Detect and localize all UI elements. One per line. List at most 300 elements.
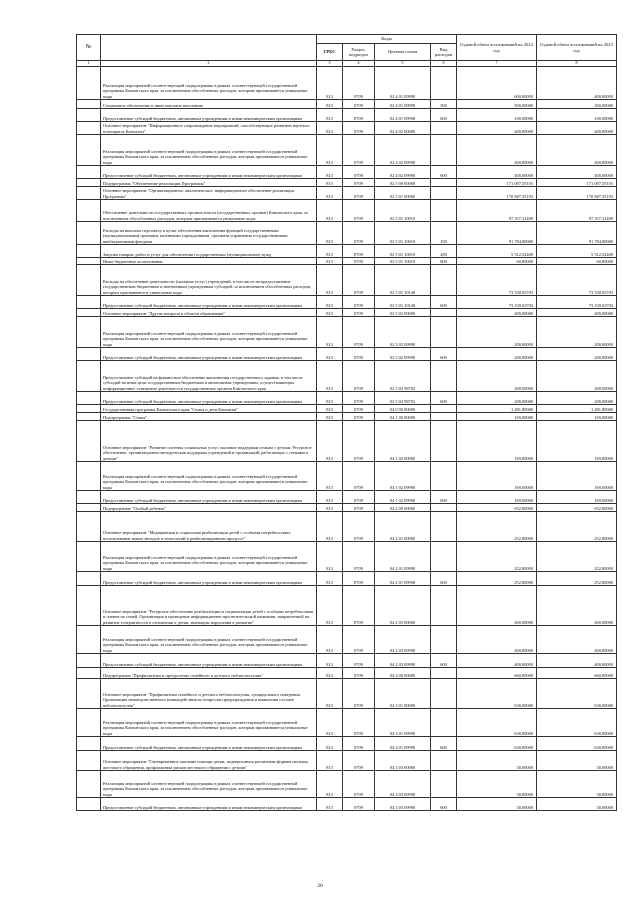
header-target-article: Целевая статья	[375, 44, 431, 61]
cell-target-article: 04 3 03 09990	[375, 771, 431, 798]
cell-section: 0709	[343, 737, 375, 751]
cell-grbs: 813	[317, 668, 343, 679]
cell-amount-2022: 5 512,52400	[457, 245, 537, 258]
cell-amount-2022: 60,00000	[457, 258, 537, 265]
cell-amount-2023: 200,00000	[537, 392, 617, 405]
cell-target-article: 04 0 00 00000	[375, 405, 431, 413]
cell-amount-2023: 5 512,52400	[537, 245, 617, 258]
cell-target-article: 02 5 01 10010	[375, 200, 431, 222]
cell-amount-2022: 400,00000	[457, 166, 537, 179]
cell-expense-type: 600	[431, 109, 457, 122]
cell-expense-type: 200	[431, 245, 457, 258]
table-row	[77, 709, 617, 737]
cell-section: 0709	[343, 100, 375, 109]
cell-target-article: 04 1 02 00000	[375, 421, 431, 462]
cell-name: Подпрограмма "Обеспечение реализации Программы"	[101, 179, 317, 187]
cell-number	[77, 258, 101, 265]
cell-expense-type	[431, 462, 457, 491]
header-number: №	[77, 35, 101, 61]
cell-name: Предоставление субсидий бюджетным, автономным учреждениям и иным некоммерческим организациям	[101, 166, 317, 179]
cell-expense-type: 100	[431, 222, 457, 245]
cell-amount-2023: 400,00000	[537, 626, 617, 654]
budget-table	[76, 34, 617, 811]
cell-amount-2023: 1 481,80000	[537, 405, 617, 413]
cell-section: 0709	[343, 462, 375, 491]
table-row	[77, 737, 617, 751]
cell-section: 0709	[343, 317, 375, 348]
cell-grbs: 813	[317, 67, 343, 100]
cell-amount-2022: 169,00000	[457, 421, 537, 462]
table-row	[77, 462, 617, 491]
cell-section: 0709	[343, 245, 375, 258]
cell-expense-type	[431, 361, 457, 392]
cell-expense-type	[431, 512, 457, 542]
cell-number	[77, 421, 101, 462]
cell-section: 0709	[343, 668, 375, 679]
cell-amount-2022: 91 784,80000	[457, 222, 537, 245]
table-row	[77, 361, 617, 392]
cell-expense-type	[431, 586, 457, 626]
cell-amount-2023: 252,80000	[537, 512, 617, 542]
cell-number	[77, 296, 101, 309]
cell-grbs: 813	[317, 654, 343, 668]
cell-section: 0709	[343, 122, 375, 135]
cell-target-article: 04 3 01 00000	[375, 679, 431, 709]
cell-grbs: 813	[317, 586, 343, 626]
cell-amount-2023: 170 687,35103	[537, 187, 617, 200]
table-row	[77, 348, 617, 361]
cell-section: 0709	[343, 348, 375, 361]
cell-section: 0709	[343, 421, 375, 462]
header-amount-2023: Годовой объем ассигнований на 2023 год	[537, 35, 617, 61]
cell-target-article: 04 3 00 00000	[375, 668, 431, 679]
cell-expense-type	[431, 679, 457, 709]
column-index-4: 4	[343, 61, 375, 67]
cell-target-article: 04 2 03 09990	[375, 626, 431, 654]
table-row	[77, 626, 617, 654]
table-row	[77, 392, 617, 405]
cell-name: Реализация мероприятий соответствующей подпрограммы в рамках соответствующей государственной программы Камчатского края, за исключением обособленных расходов, которым присваиваются уникальные коды	[101, 542, 317, 572]
cell-number	[77, 542, 101, 572]
cell-name: Предоставление субсидий бюджетным, автономным учреждениям и иным некоммерческим организациям	[101, 348, 317, 361]
cell-name: Предоставление субсидий бюджетным, автономным учреждениям и иным некоммерческим организациям	[101, 296, 317, 309]
cell-amount-2023: 630,00000	[537, 679, 617, 709]
cell-target-article: 04 3 03 00000	[375, 751, 431, 771]
cell-grbs: 813	[317, 751, 343, 771]
cell-number	[77, 413, 101, 421]
cell-target-article: 02 5 02 98702	[375, 392, 431, 405]
cell-amount-2022: 400,00000	[457, 135, 537, 166]
table-row	[77, 265, 617, 296]
table-row	[77, 413, 617, 421]
cell-grbs: 813	[317, 421, 343, 462]
cell-target-article: 02 5 01 10140	[375, 265, 431, 296]
cell-amount-2023: 91 784,80000	[537, 222, 617, 245]
cell-amount-2023: 73 330,02703	[537, 296, 617, 309]
cell-grbs: 813	[317, 542, 343, 572]
cell-number	[77, 586, 101, 626]
cell-expense-type	[431, 122, 457, 135]
cell-target-article: 02 4 02 09990	[375, 135, 431, 166]
cell-section: 0709	[343, 179, 375, 187]
column-index-2: 2	[101, 61, 317, 67]
cell-amount-2022: 630,00000	[457, 679, 537, 709]
table-row	[77, 135, 617, 166]
cell-amount-2023: 60,00000	[537, 258, 617, 265]
cell-target-article: 02 5 01 00000	[375, 187, 431, 200]
cell-grbs: 813	[317, 361, 343, 392]
cell-section: 0709	[343, 679, 375, 709]
cell-section: 0709	[343, 491, 375, 504]
cell-grbs: 813	[317, 222, 343, 245]
cell-amount-2023: 300,00000	[537, 100, 617, 109]
cell-amount-2022: 97 357,32400	[457, 200, 537, 222]
cell-grbs: 813	[317, 135, 343, 166]
cell-section: 0709	[343, 586, 375, 626]
cell-number	[77, 405, 101, 413]
cell-section: 0709	[343, 626, 375, 654]
cell-target-article: 02 4 01 09990	[375, 67, 431, 100]
cell-expense-type: 300	[431, 100, 457, 109]
cell-expense-type: 600	[431, 296, 457, 309]
table-row	[77, 654, 617, 668]
cell-number	[77, 709, 101, 737]
table-row	[77, 317, 617, 348]
column-index-1: 1	[77, 61, 101, 67]
cell-number	[77, 245, 101, 258]
cell-amount-2023: 73 330,02703	[537, 265, 617, 296]
cell-amount-2023: 30,00000	[537, 751, 617, 771]
cell-grbs: 813	[317, 798, 343, 811]
cell-grbs: 813	[317, 572, 343, 586]
header-grbs: ГРБС	[317, 44, 343, 61]
cell-grbs: 813	[317, 771, 343, 798]
cell-number	[77, 491, 101, 504]
cell-name: Предоставление субсидий на финансовое обеспечение выполнения государственного задания, в том числе субсидий на иные цели государственным бюджетным и автономным учреждениям, осуществляющим информационное освещение деятельности государственных органов Камчатского края	[101, 361, 317, 392]
cell-section: 0709	[343, 654, 375, 668]
cell-grbs: 813	[317, 109, 343, 122]
cell-target-article: 02 5 01 10010	[375, 245, 431, 258]
table-header	[77, 35, 617, 61]
cell-target-article: 04 2 01 09990	[375, 542, 431, 572]
cell-target-article: 04 2 01 09990	[375, 572, 431, 586]
cell-grbs: 813	[317, 392, 343, 405]
column-index-6: 6	[431, 61, 457, 67]
cell-expense-type	[431, 179, 457, 187]
cell-expense-type	[431, 309, 457, 317]
cell-amount-2022: 1 481,80000	[457, 405, 537, 413]
cell-section: 0709	[343, 709, 375, 737]
cell-target-article: 02 5 01 10010	[375, 258, 431, 265]
cell-amount-2022: 252,80000	[457, 572, 537, 586]
table-row	[77, 166, 617, 179]
cell-section: 0709	[343, 542, 375, 572]
cell-name: Основное мероприятие "Своевременное оказание помощи детям, подвергшимся различным формам насилия, жестокого обращения, профилактика рисков жестокого обращения с детьми"	[101, 751, 317, 771]
column-index-5: 5	[375, 61, 431, 67]
table-row	[77, 296, 617, 309]
table-row	[77, 421, 617, 462]
cell-amount-2023: 252,80000	[537, 572, 617, 586]
cell-expense-type: 600	[431, 654, 457, 668]
cell-section: 0709	[343, 392, 375, 405]
cell-section: 0709	[343, 798, 375, 811]
cell-section: 0709	[343, 504, 375, 512]
cell-target-article: 04 2 01 00000	[375, 512, 431, 542]
cell-target-article: 02 5 02 09990	[375, 317, 431, 348]
cell-target-article: 02 5 02 00000	[375, 309, 431, 317]
cell-amount-2022: 73 330,02703	[457, 265, 537, 296]
cell-expense-type: 600	[431, 491, 457, 504]
cell-target-article: 04 3 01 09990	[375, 709, 431, 737]
cell-name: Подпрограмма "Особый ребенок"	[101, 504, 317, 512]
cell-target-article: 02 5 02 98702	[375, 361, 431, 392]
table-row	[77, 491, 617, 504]
cell-expense-type: 800	[431, 258, 457, 265]
table-row	[77, 309, 617, 317]
cell-section: 0709	[343, 187, 375, 200]
column-index-7: 7	[457, 61, 537, 67]
table-row	[77, 798, 617, 811]
cell-number	[77, 200, 101, 222]
table-row	[77, 405, 617, 413]
cell-amount-2022: 169,00000	[457, 491, 537, 504]
cell-amount-2023: 171 087,35103	[537, 179, 617, 187]
cell-name: Реализация мероприятий соответствующей подпрограммы в рамках соответствующей государственной программы Камчатского края, за исключением обособленных расходов, которым присваиваются уникальные коды	[101, 135, 317, 166]
cell-grbs: 813	[317, 462, 343, 491]
cell-number	[77, 317, 101, 348]
cell-name: Закупка товаров, работ и услуг для обеспечения государственных (муниципальных) нужд	[101, 245, 317, 258]
cell-expense-type	[431, 504, 457, 512]
cell-amount-2023: 169,00000	[537, 421, 617, 462]
cell-amount-2023: 400,00000	[537, 654, 617, 668]
cell-amount-2023: 97 357,32400	[537, 200, 617, 222]
cell-amount-2023: 400,00000	[537, 67, 617, 100]
cell-amount-2023: 30,00000	[537, 771, 617, 798]
cell-amount-2023: 400,00000	[537, 122, 617, 135]
cell-number	[77, 67, 101, 100]
cell-amount-2022: 30,00000	[457, 771, 537, 798]
cell-grbs: 813	[317, 709, 343, 737]
cell-expense-type	[431, 265, 457, 296]
cell-name: Подпрограмма "Профилактика и преодоление семейного и детского неблагополучия"	[101, 668, 317, 679]
cell-target-article: 04 1 02 09990	[375, 491, 431, 504]
cell-name: Расходы на выплаты персоналу в целях обеспечения выполнения функций государственными (муниципальными) органами, казенными учреждениями, органами управления государственными внебюджетными фондами	[101, 222, 317, 245]
cell-name: Обеспечение деятельности государственных органов власти (государственных органов) Камчатского края, за исключением обособленных расходов, которым присваиваются уникальные коды	[101, 200, 317, 222]
cell-name: Иные бюджетные ассигнования	[101, 258, 317, 265]
cell-number	[77, 392, 101, 405]
cell-expense-type	[431, 135, 457, 166]
cell-target-article: 04 2 03 09990	[375, 654, 431, 668]
cell-target-article: 02 5 01 10140	[375, 296, 431, 309]
cell-section: 0709	[343, 405, 375, 413]
cell-amount-2022: 252,80000	[457, 512, 537, 542]
cell-number	[77, 512, 101, 542]
cell-section: 0709	[343, 309, 375, 317]
cell-section: 0709	[343, 222, 375, 245]
cell-number	[77, 462, 101, 491]
cell-name: Предоставление субсидий бюджетным, автономным учреждениям и иным некоммерческим организациям	[101, 572, 317, 586]
cell-number	[77, 135, 101, 166]
cell-number	[77, 668, 101, 679]
cell-amount-2022: 400,00000	[457, 309, 537, 317]
cell-expense-type	[431, 626, 457, 654]
cell-name: Социальное обеспечение и иные выплаты населению	[101, 100, 317, 109]
cell-number	[77, 654, 101, 668]
cell-section: 0709	[343, 200, 375, 222]
cell-name: Основное мероприятие "Развитие системы социальных услуг, оказание поддержки семьям с детьми. Ресурсное обеспечение, организационно-методическая поддержка учреждений и организаций, работающих с семьями и детьми"	[101, 421, 317, 462]
cell-number	[77, 166, 101, 179]
cell-grbs: 813	[317, 679, 343, 709]
table-row	[77, 109, 617, 122]
cell-expense-type	[431, 405, 457, 413]
cell-grbs: 813	[317, 166, 343, 179]
cell-amount-2022: 200,00000	[457, 317, 537, 348]
cell-grbs: 813	[317, 245, 343, 258]
cell-name: Реализация мероприятий соответствующей подпрограммы в рамках соответствующей государственной программы Камчатского края, за исключением обособленных расходов, которым присваиваются уникальные коды	[101, 626, 317, 654]
cell-target-article: 04 3 01 09990	[375, 737, 431, 751]
table-row	[77, 179, 617, 187]
page-number: 20	[317, 883, 323, 889]
cell-name: Основное мероприятие "Ресурсное обеспечение реабилитации и социализации детей с особыми потребностями и членов их семей. Организация и проведение информационно-просветительской кампании, направленной на развитие толерантности в отношении к детям, имеющим нарушения в развитии"	[101, 586, 317, 626]
cell-name: Расходы на обеспечение деятельности (оказание услуг) учреждений, в том числе на предоставление государственным бюджетным и автономным учреждениям субсидий, за исключением обособленных расходов, которым присваиваются уникальные коды	[101, 265, 317, 296]
cell-amount-2023: 100,00000	[537, 109, 617, 122]
cell-grbs: 813	[317, 348, 343, 361]
cell-name: Основное мероприятие "Профилактика семейного и детского неблагополучия, суицидального поведения. Организация межведомственного взаимодействия по вопросам предупреждения и выявления случаев неблагополучия"	[101, 679, 317, 709]
cell-name: Государственная программа Камчатского края "Семья и дети Камчатки"	[101, 405, 317, 413]
cell-amount-2022: 200,00000	[457, 392, 537, 405]
column-index-8: 8	[537, 61, 617, 67]
cell-amount-2023: 169,00000	[537, 413, 617, 421]
table-row	[77, 245, 617, 258]
cell-amount-2022: 400,00000	[457, 626, 537, 654]
header-expense-type: Вид расходов	[431, 44, 457, 61]
cell-grbs: 813	[317, 200, 343, 222]
cell-number	[77, 751, 101, 771]
cell-target-article: 04 2 00 00000	[375, 504, 431, 512]
cell-expense-type	[431, 317, 457, 348]
cell-number	[77, 179, 101, 187]
cell-expense-type: 600	[431, 737, 457, 751]
cell-number	[77, 122, 101, 135]
table-row	[77, 200, 617, 222]
cell-name: Реализация мероприятий соответствующей подпрограммы в рамках соответствующей государственной программы Камчатского края, за исключением обособленных расходов, которым присваиваются уникальные коды	[101, 67, 317, 100]
cell-target-article: 02 5 00 00000	[375, 179, 431, 187]
cell-grbs: 813	[317, 413, 343, 421]
cell-section: 0709	[343, 296, 375, 309]
cell-section: 0709	[343, 413, 375, 421]
cell-amount-2022: 171 087,35103	[457, 179, 537, 187]
table-row	[77, 100, 617, 109]
header-name	[101, 35, 317, 61]
cell-amount-2022: 500,00000	[457, 100, 537, 109]
cell-amount-2022: 200,00000	[457, 348, 537, 361]
cell-amount-2022: 200,00000	[457, 361, 537, 392]
cell-name: Подпрограмма "Семья"	[101, 413, 317, 421]
cell-grbs: 813	[317, 504, 343, 512]
cell-number	[77, 222, 101, 245]
cell-name: Основное мероприятие "Организационное, аналитическое, информационное обеспечение реализации Программы"	[101, 187, 317, 200]
cell-amount-2023: 200,00000	[537, 317, 617, 348]
header-section: Раздел, подраздел	[343, 44, 375, 61]
cell-expense-type	[431, 771, 457, 798]
cell-grbs: 813	[317, 122, 343, 135]
cell-amount-2023: 660,00000	[537, 668, 617, 679]
table-row	[77, 258, 617, 265]
cell-number	[77, 265, 101, 296]
cell-amount-2023: 630,00000	[537, 709, 617, 737]
cell-amount-2023: 652,80000	[537, 504, 617, 512]
cell-number	[77, 100, 101, 109]
cell-name: Основное мероприятие "Медицинская и социальная реабилитация детей с особыми потребностями, использование новых методов и технологий в реабилитационном процессе"	[101, 512, 317, 542]
cell-name: Основное мероприятие "Другие вопросы в области образования"	[101, 309, 317, 317]
cell-section: 0709	[343, 512, 375, 542]
cell-target-article: 02 4 02 09990	[375, 166, 431, 179]
header-codes-group: Коды	[317, 35, 457, 44]
cell-number	[77, 737, 101, 751]
cell-grbs: 813	[317, 491, 343, 504]
table-row	[77, 679, 617, 709]
cell-amount-2023: 30,00000	[537, 798, 617, 811]
cell-target-article: 04 3 03 09990	[375, 798, 431, 811]
cell-target-article: 04 2 03 00000	[375, 586, 431, 626]
cell-amount-2023: 400,00000	[537, 309, 617, 317]
cell-name: Реализация мероприятий соответствующей подпрограммы в рамках соответствующей государственной программы Камчатского края, за исключением обособленных расходов, которым присваиваются уникальные коды	[101, 317, 317, 348]
cell-amount-2022: 400,00000	[457, 654, 537, 668]
cell-expense-type: 600	[431, 348, 457, 361]
cell-amount-2022: 169,00000	[457, 413, 537, 421]
cell-amount-2022: 30,00000	[457, 751, 537, 771]
cell-expense-type	[431, 67, 457, 100]
cell-grbs: 813	[317, 258, 343, 265]
cell-amount-2022: 630,00000	[457, 709, 537, 737]
cell-number	[77, 572, 101, 586]
cell-grbs: 813	[317, 317, 343, 348]
table-row	[77, 122, 617, 135]
cell-amount-2023: 169,00000	[537, 491, 617, 504]
cell-number	[77, 504, 101, 512]
cell-section: 0709	[343, 258, 375, 265]
table-body	[77, 61, 617, 811]
cell-grbs: 813	[317, 405, 343, 413]
cell-section: 0709	[343, 109, 375, 122]
table-row	[77, 771, 617, 798]
cell-amount-2022: 652,80000	[457, 504, 537, 512]
cell-name: Предоставление субсидий бюджетным, автономным учреждениям и иным некоммерческим организациям	[101, 109, 317, 122]
cell-amount-2022: 73 330,02703	[457, 296, 537, 309]
cell-expense-type	[431, 421, 457, 462]
table-row	[77, 751, 617, 771]
cell-grbs: 813	[317, 737, 343, 751]
cell-grbs: 813	[317, 179, 343, 187]
cell-amount-2023: 200,00000	[537, 348, 617, 361]
cell-section: 0709	[343, 572, 375, 586]
cell-name: Предоставление субсидий бюджетным, автономным учреждениям и иным некоммерческим организациям	[101, 654, 317, 668]
cell-grbs: 813	[317, 187, 343, 200]
table-row	[77, 187, 617, 200]
cell-grbs: 813	[317, 309, 343, 317]
cell-grbs: 813	[317, 626, 343, 654]
cell-target-article: 02 4 01 09990	[375, 109, 431, 122]
table-row	[77, 572, 617, 586]
table-row	[77, 67, 617, 100]
cell-expense-type: 600	[431, 572, 457, 586]
header-amount-2022: Годовой объем ассигнований на 2022 год	[457, 35, 537, 61]
cell-amount-2022: 660,00000	[457, 668, 537, 679]
cell-amount-2022: 100,00000	[457, 109, 537, 122]
cell-expense-type	[431, 751, 457, 771]
cell-expense-type	[431, 187, 457, 200]
cell-target-article: 04 1 00 00000	[375, 413, 431, 421]
